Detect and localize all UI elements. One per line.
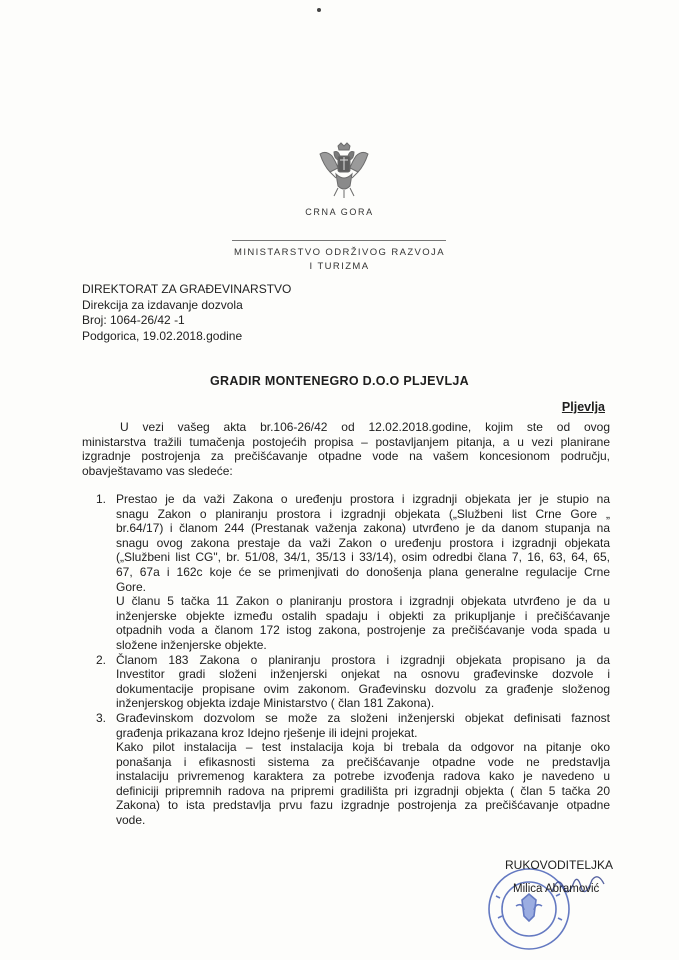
list-item [82,653,610,711]
item-line: inženjerskog objekta izdaje Ministarstvo ( član 181 Zakona). [116,696,435,711]
intro-line: ministarstva tražili tumačenja postojećih propisa – postavljanjem pitanja, a u vezi planirane [82,434,610,449]
item-line: br.64/17) i članom 244 (Prestanak važenja zakona) utvrđeno je da danom stupanja na [116,521,610,536]
division-name: Direkcija za izdavanje dozvola [82,297,243,312]
reference-number: Broj: 1064-26/42 -1 [82,313,185,327]
country-name: CRNA GORA [305,207,374,217]
item-line: 67, 67a i 162c koje će se primenjivati do donošenja plana generalne regulacije Crne [116,564,610,579]
item-number: 2. [96,652,107,667]
scan-speck [317,8,321,12]
item-line: Prestao je da važi Zakona o uređenju prostora i izgradnji objekata jer je stupio na [116,492,610,506]
sender-block [82,282,291,344]
item-line: Zakona) to ista predstavlja prvu fazu izgradnje postrojenja za prečišćavanje otpadne [116,798,610,813]
item-line: instalaciju privremenog karaktera za potrebe izvođenja radova kako je navedeno u [116,769,610,784]
coat-of-arms-icon [316,142,372,200]
item-line: građenja prikazana kroz Idejno rješenje ili idejni projekat. [116,725,418,740]
ministry-name [0,246,679,274]
signature-block [505,858,613,896]
item-line: Investitor gradi složeni inženjerski onjekat na osnovu građevinske dozvole i [116,667,610,682]
ministry-line-1: MINISTARSTVO ODRŽIVOG RAZVOJA [234,247,445,258]
item-line: inženjerske objekte između ostalih spadaju i objekti za prikupljanje i prečišćavanje [116,608,610,623]
intro-line: U vezi vašeg akta br.106-26/42 od 12.02.2018.godine, kojim ste od ovog [120,420,610,434]
item-line: otpadnih voda a članom 172 istog zakona, postrojenje za prečišćavanje voda spada u [116,623,610,638]
item-line: definiciji pripremnih radova na pripremi gradilišta pri izgradnji objekta ( član 5 tačka 20 [116,783,610,798]
item-line: snagu ovog zakona prestaje da važi Zakon o uređenju prostora i izgradnji objekata [116,535,610,550]
letterhead-divider [232,240,446,241]
item-line: („Službeni list CG", br. 51/08, 34/1, 35/13 i 33/14), osim odredbi člana 7, 16, 63, 64, 65, [116,550,610,565]
place-date: Podgorica, 19.02.2018.godine [82,328,243,343]
item-line: ponašanja i efikasnosti sistema za prečišćavanje otpadne vode ne predstavlja [116,754,610,769]
ministry-line-2: I TURIZMA [309,261,370,272]
item-line: vode. [116,813,146,828]
intro-line: izgradnje postrojenja za prečišćavanje otpadne vode na vašem koncesionom području, [82,449,610,464]
list-item [82,492,610,653]
item-number: 3. [96,710,107,725]
intro-line: obavještavamo vas sledeće: [82,463,233,478]
numbered-list [82,492,610,828]
list-item [82,711,610,828]
item-line: složene inženjerske objekte. [116,637,267,652]
item-line: Gore. [116,579,147,594]
item-line: snagu Zakon o planiranju prostora i izgradnji objekata („Službeni list Crne Gore „ [116,506,610,521]
item-line: Članom 183 Zakona o planiranju prostora i izgradnji objekata propisano ja da [116,652,610,667]
item-line: dokumentacije propisane ovim zakonom. Građevinsku dozvolu za građenje složenog [116,681,610,696]
item-line: Kako pilot instalacija – test instalacija koja bi trebala da odgovor na pitanje oko [116,740,610,755]
item-line: U članu 5 tačka 11 Zakon o planiranju prostora i izgradnji objekata utvrđeno je da u [116,594,610,609]
intro-paragraph [82,420,610,478]
item-line: Građevinskom dozvolom se može za složeni inženjerski objekat definisati faznost [116,710,610,725]
directorate-name: DIREKTORAT ZA GRAĐEVINARSTVO [82,282,292,296]
recipient-city: Pljevlja [561,400,605,414]
signatory-title: RUKOVODITELJKA [505,858,614,872]
item-number: 1. [96,492,107,506]
recipient-name: GRADIR MONTENEGRO D.O.O PLJEVLJA [210,374,469,388]
signatory-name: Milica Abramović [513,883,600,895]
